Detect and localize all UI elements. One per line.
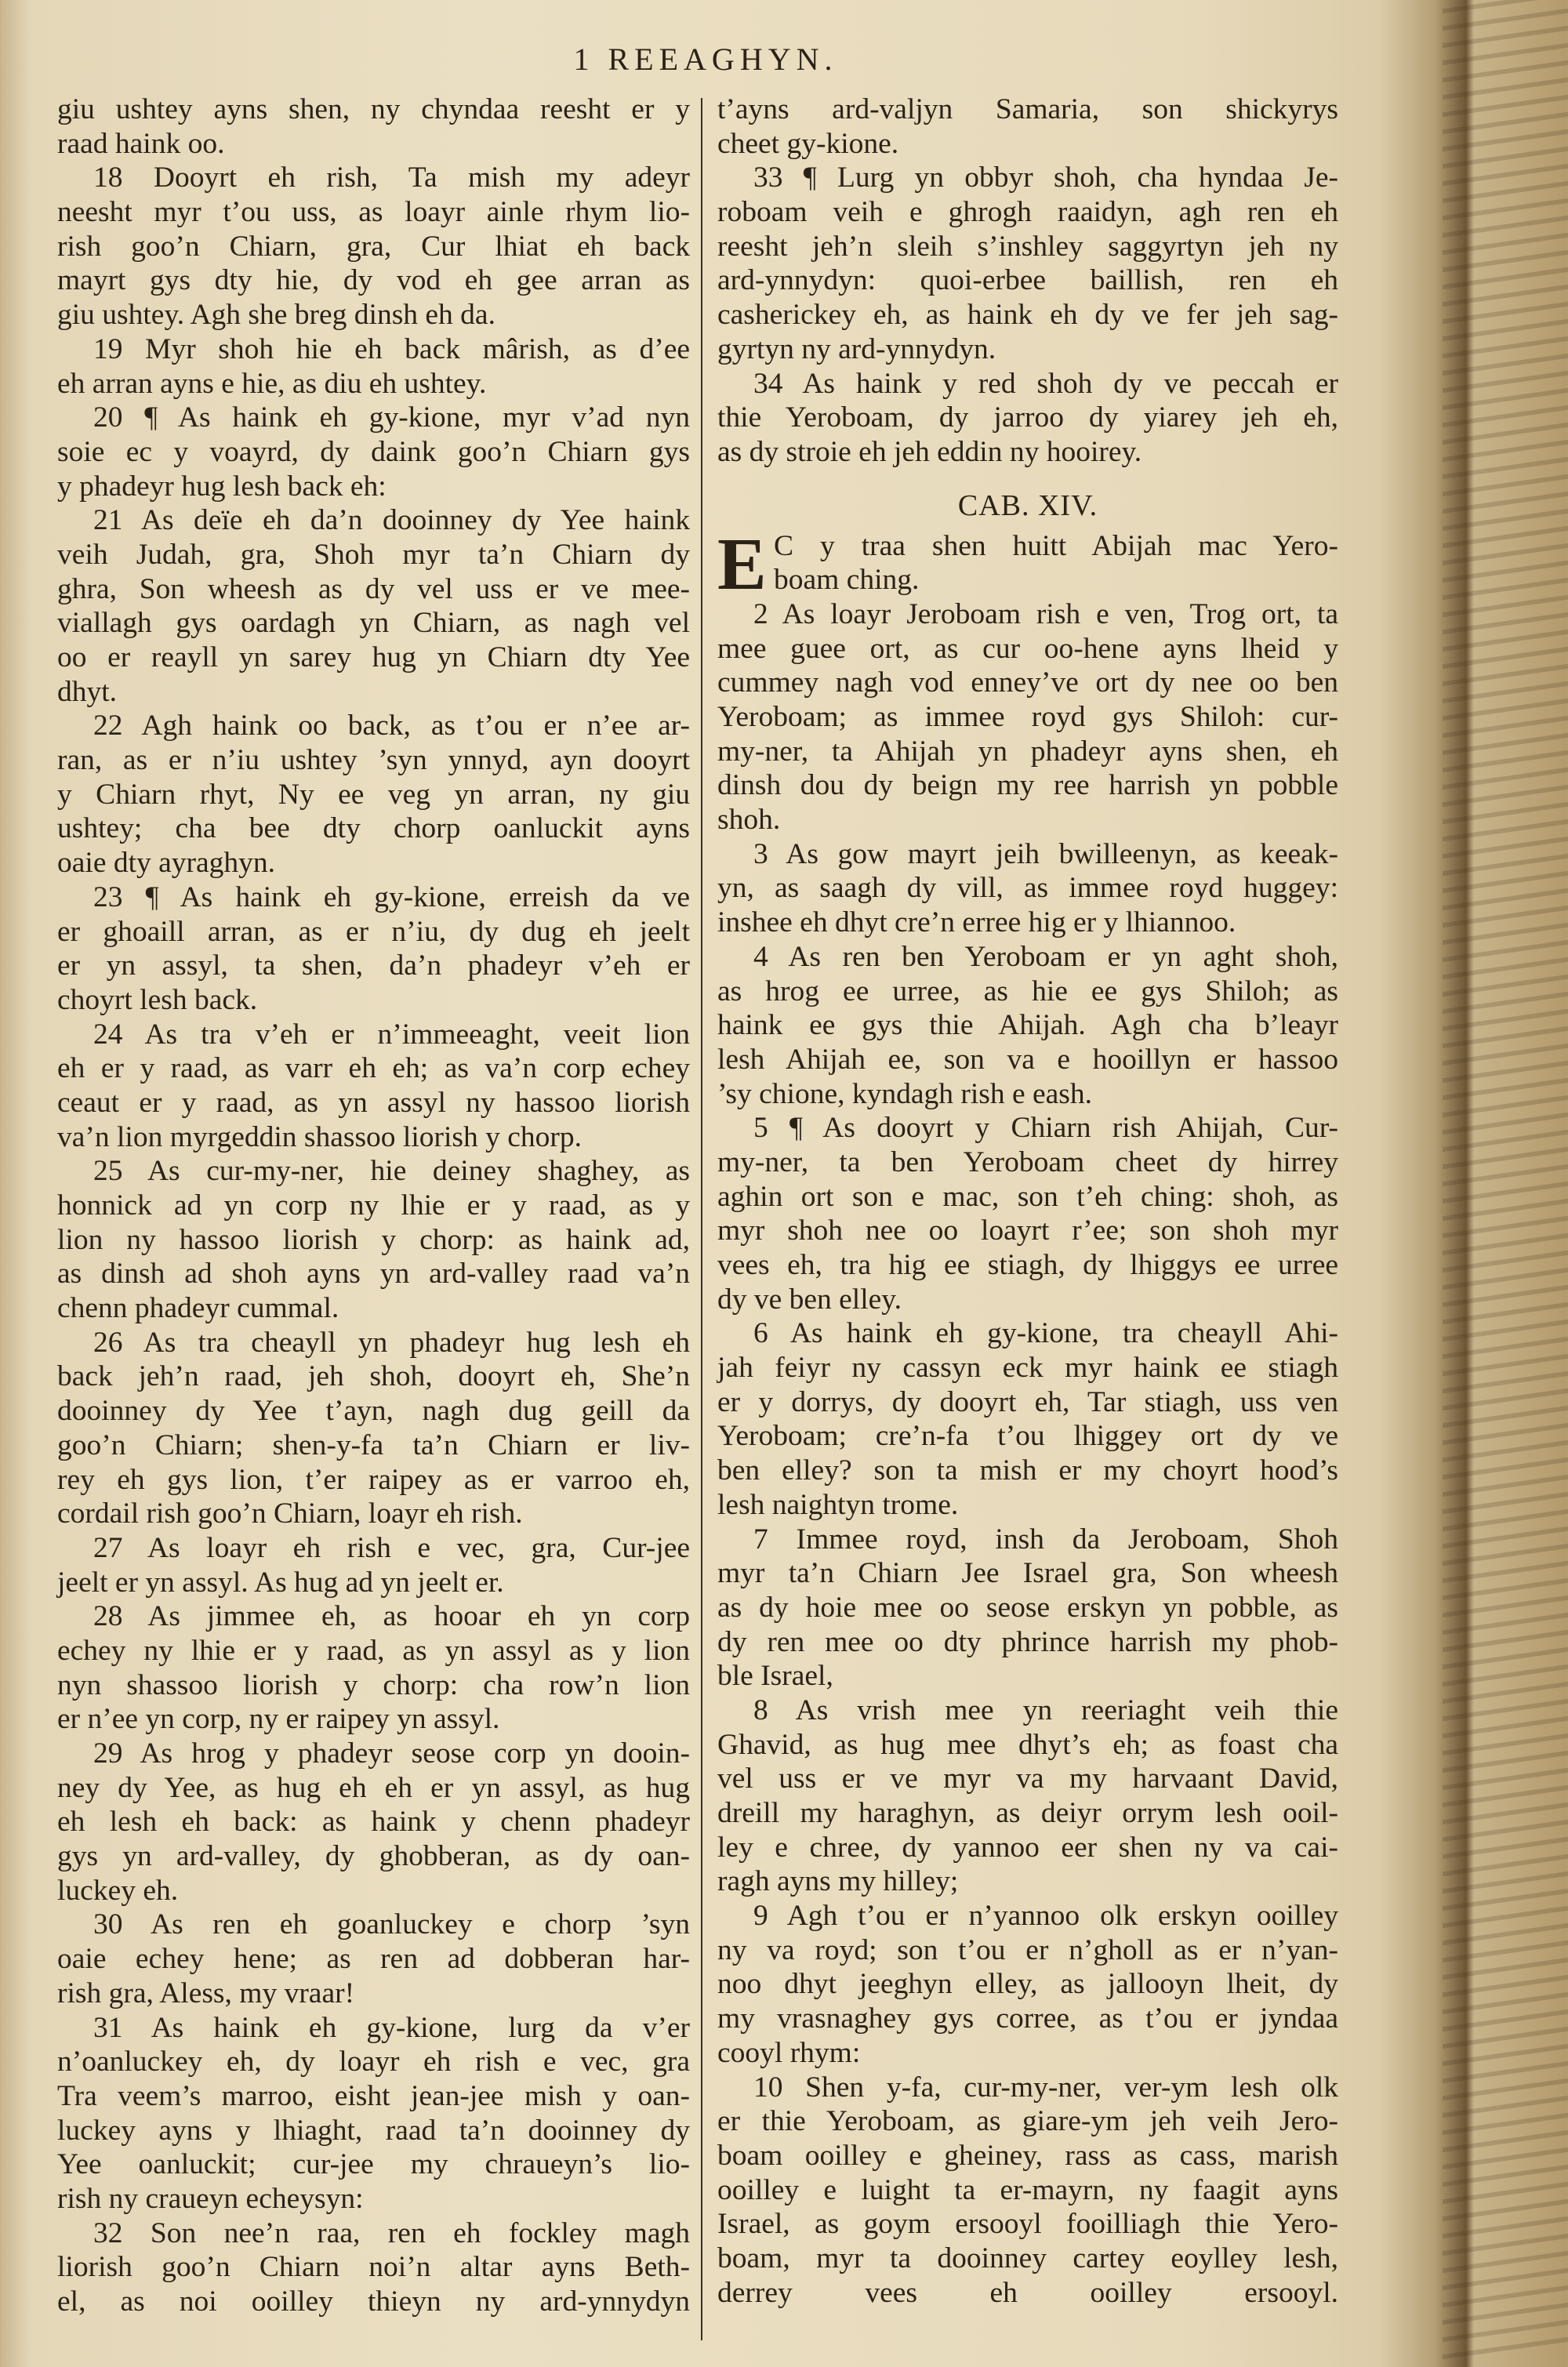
text-line: reesht jeh’n sleih s’inshley saggyrtyn jeh ny bbox=[717, 230, 1338, 263]
text-line: Yeroboam; as immee royd gys Shiloh: cur- bbox=[717, 701, 1338, 733]
text-line: dy ve ben elley. bbox=[717, 1283, 902, 1316]
text-line: goo’n Chiarn; shen-y-fa ta’n Chiarn er liv- bbox=[57, 1429, 690, 1461]
verse bbox=[57, 1326, 690, 1531]
text-line: 22 Agh haink oo back, as t’ou er n’ee ar- bbox=[93, 710, 690, 742]
text-line: as dy hoie mee oo seose erskyn yn pobble, as bbox=[717, 1591, 1338, 1624]
text-line: 2 As loayr Jeroboam rish e ven, Trog ort, ta bbox=[753, 597, 1338, 630]
text-line: veih Judah, gra, Shoh myr ta’n Chiarn dy bbox=[57, 538, 690, 571]
verse bbox=[717, 161, 1338, 366]
text-line: rey eh gys lion, t’er raipey as er varroo eh, bbox=[57, 1463, 690, 1496]
verse bbox=[57, 161, 690, 332]
text-line: 10 Shen y-fa, cur-my-ner, ver-ym lesh olk bbox=[753, 2071, 1338, 2104]
text-line: shoh. bbox=[717, 804, 781, 837]
text-line: 9 Agh t’ou er n’yannoo olk erskyn ooilley bbox=[753, 1900, 1338, 1933]
text-line: my-ner, ta ben Yeroboam cheet dy hirrey bbox=[717, 1145, 1338, 1178]
text-line: myr ta’n Chiarn Jee Israel gra, Son wheesh bbox=[717, 1557, 1338, 1590]
text-line: 3 As gow mayrt jeih bwilleenyn, as keeak- bbox=[753, 837, 1338, 870]
text-line: eh er y raad, as varr eh eh; as va’n corp echey bbox=[57, 1052, 690, 1085]
text-line: mayrt gys dty hie, dy vod eh gee arran as bbox=[57, 264, 690, 297]
text-line: nyn shassoo liorish y chorp: cha row’n lion bbox=[57, 1668, 690, 1701]
text-line: 20 ¶ As haink eh gy-kione, myr v’ad nyn bbox=[93, 401, 690, 434]
right-column bbox=[717, 93, 1338, 2310]
text-line: inshee eh dhyt cre’n erree hig er y lhiannoo. bbox=[717, 906, 1236, 939]
text-line: 21 As deïe eh da’n dooinney dy Yee haink bbox=[93, 504, 690, 537]
text-line: derrey vees eh ooilley ersooyl. bbox=[717, 2276, 1338, 2309]
verse bbox=[717, 523, 1338, 605]
chapter-heading: CAB. XIV. bbox=[957, 488, 1098, 522]
running-head: 1 REEAGHYN. bbox=[573, 42, 838, 77]
verse bbox=[57, 93, 690, 161]
text-line: va’n lion myrgeddin shassoo liorish y chorp. bbox=[57, 1120, 583, 1153]
verse bbox=[717, 2071, 1338, 2311]
text-line: choyrt lesh back. bbox=[57, 983, 258, 1016]
text-line: 23 ¶ As haink eh gy-kione, erreish da ve bbox=[93, 880, 690, 913]
text-line: Israel, as goym ersooyl fooilliagh thie Yero- bbox=[717, 2208, 1338, 2241]
text-line: cummey nagh vod enney’ve ort dy nee oo ben bbox=[717, 666, 1338, 699]
text-line: cordail rish goo’n Chiarn, loayr eh rish. bbox=[57, 1498, 523, 1530]
text-line: ooilley e luight ta er-mayrn, ny faagit ayns bbox=[717, 2173, 1338, 2206]
text-line: y phadeyr hug lesh back eh: bbox=[57, 470, 387, 503]
verse bbox=[57, 503, 690, 709]
text-line: 29 As hrog y phadeyr seose corp yn dooin- bbox=[93, 1737, 690, 1770]
text-line: ney dy Yee, as hug eh eh er yn assyl, as hug bbox=[57, 1771, 690, 1804]
text-line: dooinney dy Yee t’ayn, nagh dug geill da bbox=[57, 1395, 690, 1428]
text-line: as dinsh ad shoh ayns yn ard-valley raad va’n bbox=[57, 1258, 690, 1291]
text-line: Yeroboam; cre’n-fa t’ou lhiggey ort dy ve bbox=[717, 1420, 1338, 1453]
text-line: 27 As loayr eh rish e vec, gra, Cur-jee bbox=[93, 1531, 690, 1564]
text-line: er y dorrys, dy dooyrt eh, Tar stiagh, uss ven bbox=[717, 1385, 1338, 1418]
text-line: eh lesh eh back: as haink y chenn phadeyr bbox=[57, 1806, 690, 1839]
text-line: rish ny craueyn echeysyn: bbox=[57, 2182, 364, 2215]
verse bbox=[717, 93, 1338, 161]
text-line: giu ushtey. Agh she breg dinsh eh da. bbox=[57, 299, 495, 332]
text-line: ceaut er y raad, as yn assyl ny hassoo liorish bbox=[57, 1086, 690, 1119]
text-line: ble Israel, bbox=[717, 1660, 833, 1693]
text-line: ghra, Son wheesh as dy vel uss er ve mee- bbox=[57, 572, 690, 605]
verse bbox=[717, 940, 1338, 1111]
text-line: ran, as er n’iu ushtey ’syn ynnyd, ayn dooyrt bbox=[57, 744, 690, 777]
text-line: 31 As haink eh gy-kione, lurg da v’er bbox=[93, 2011, 690, 2044]
text-line: cooyl rhym: bbox=[717, 2036, 861, 2069]
text-line: lesh naightyn trome. bbox=[717, 1488, 959, 1521]
verse bbox=[57, 2011, 690, 2216]
left-column bbox=[57, 93, 690, 2319]
text-line: 8 As vrish mee yn reeriaght veih thie bbox=[753, 1694, 1338, 1726]
text-line: casherickey eh, as haink eh dy ve fer jeh sag- bbox=[717, 299, 1338, 332]
text-line: luckey eh. bbox=[57, 1874, 179, 1907]
text-line: rish goo’n Chiarn, gra, Cur lhiat eh back bbox=[57, 230, 690, 263]
verse bbox=[57, 1531, 690, 1599]
text-line: dhyt. bbox=[57, 675, 118, 708]
verse bbox=[717, 597, 1338, 837]
verse bbox=[717, 837, 1338, 940]
text-line: 18 Dooyrt eh rish, Ta mish my adeyr bbox=[93, 162, 690, 194]
verse bbox=[57, 1154, 690, 1325]
verse bbox=[57, 880, 690, 1018]
text-line: jeelt er yn assyl. As hug ad yn jeelt er. bbox=[57, 1566, 504, 1599]
text-line: cheet gy-kione. bbox=[717, 127, 899, 160]
verse bbox=[717, 1899, 1338, 2070]
text-line: 4 As ren ben Yeroboam er yn aght shoh, bbox=[753, 940, 1338, 973]
text-line: er yn assyl, ta shen, da’n phadeyr v’eh er bbox=[57, 949, 690, 982]
text-line: vees eh, tra hig ee stiagh, dy lhiggys ee urree bbox=[717, 1249, 1338, 1281]
text-line: oo er reayll yn sarey hug yn Chiarn dty Yee bbox=[57, 641, 690, 673]
verse bbox=[57, 332, 690, 401]
text-line: oaie echey hene; as ren ad dobberan har- bbox=[57, 1943, 690, 1976]
text-line: 19 Myr shoh hie eh back mârish, as d’ee bbox=[93, 332, 690, 365]
text-line: ragh ayns my hilley; bbox=[717, 1865, 959, 1898]
verse bbox=[717, 1111, 1338, 1316]
column-divider bbox=[701, 98, 702, 2340]
verse bbox=[717, 1316, 1338, 1522]
text-line: 24 As tra v’eh er n’immeeaght, veeit lion bbox=[93, 1018, 690, 1051]
text-line: 30 As ren eh goanluckey e chorp ’syn bbox=[93, 1908, 690, 1941]
text-line: 6 As haink eh gy-kione, tra cheayll Ahi- bbox=[753, 1317, 1338, 1350]
text-line: rish gra, Aless, my vraar! bbox=[57, 1977, 355, 2009]
text-line: thie Yeroboam, dy jarroo dy yiarey jeh eh, bbox=[717, 401, 1338, 434]
text-line: neesht myr t’ou uss, as loayr ainle rhym lio- bbox=[57, 196, 690, 229]
text-line: n’oanluckey eh, dy loayr eh rish e vec, gra bbox=[57, 2046, 690, 2078]
text-line: 25 As cur-my-ner, hie deiney shaghey, as bbox=[93, 1155, 690, 1188]
text-line: mee guee ort, as cur oo-hene ayns lheid y bbox=[717, 632, 1338, 665]
text-line: t’ayns ard-valjyn Samaria, son shickyrys bbox=[717, 93, 1338, 125]
text-line: gys yn ard-valley, dy ghobberan, as dy oan- bbox=[57, 1840, 690, 1873]
text-line: yn, as saagh dy vill, as immee royd huggey: bbox=[717, 872, 1338, 905]
text-line: ’sy chione, kyndagh rish e eash. bbox=[717, 1077, 1093, 1110]
text-line: er ghoaill arran, as er n’iu, dy dug eh jeelt bbox=[57, 915, 690, 948]
text-line: jah feiyr ny cassyn eck myr haink ee stiagh bbox=[717, 1352, 1338, 1385]
verse bbox=[717, 367, 1338, 470]
text-line: 32 Son nee’n raa, ren eh fockley magh bbox=[93, 2216, 690, 2249]
text-line: er n’ee yn corp, ny er raipey yn assyl. bbox=[57, 1703, 500, 1736]
text-line: Yee oanluckit; cur-jee my chraueyn’s lio- bbox=[57, 2148, 690, 2181]
text-line: lesh Ahijah ee, son va e hooillyn er hassoo bbox=[717, 1043, 1338, 1076]
text-line: C y traa shen huitt Abijah mac Yero- bbox=[774, 529, 1338, 562]
text-line: boam ching. bbox=[774, 564, 920, 597]
adjacent-page-edge bbox=[1443, 0, 1568, 2367]
text-line: roboam veih e ghrogh raaidyn, agh ren eh bbox=[717, 196, 1338, 229]
text-line: raad haink oo. bbox=[57, 127, 225, 160]
text-line: Ghavid, as hug mee dhyt’s eh; as foast cha bbox=[717, 1728, 1338, 1761]
text-line: y Chiarn rhyt, Ny ee veg yn arran, ny giu bbox=[57, 778, 690, 811]
verse bbox=[57, 1599, 690, 1737]
text-line: 5 ¶ As dooyrt y Chiarn rish Ahijah, Cur- bbox=[753, 1112, 1338, 1145]
text-line: vel uss er ve myr va my harvaant David, bbox=[717, 1763, 1338, 1795]
text-line: aghin ort son e mac, son t’eh ching: shoh, as bbox=[717, 1180, 1338, 1213]
text-line: as hrog ee urree, as hie ee gys Shiloh; as bbox=[717, 975, 1338, 1007]
text-line: 28 As jimmee eh, as hooar eh yn corp bbox=[93, 1600, 690, 1633]
text-line: echey ny lhie er y raad, as yn assyl as y lion bbox=[57, 1634, 690, 1667]
text-line: giu ushtey ayns shen, ny chyndaa reesht er y bbox=[57, 93, 690, 125]
text-line: ny va royd; son t’ou er n’gholl as er n’yan- bbox=[717, 1933, 1338, 1966]
text-line: el, as noi ooilley thieyn ny ard-ynnydyn bbox=[57, 2285, 690, 2318]
text-line: Tra veem’s marroo, eisht jean-jee mish y oan- bbox=[57, 2079, 690, 2112]
text-line: dy ren mee oo dty phrince harrish my phob- bbox=[717, 1625, 1338, 1658]
text-line: boam ooilley e gheiney, rass as cass, marish bbox=[717, 2139, 1338, 2172]
text-line: noo dhyt jeeghyn elley, as jallooyn lheit, dy bbox=[717, 1968, 1338, 2001]
text-line: gyrtyn ny ard-ynnydyn. bbox=[717, 332, 996, 365]
text-line: lion ny hassoo liorish y chorp: as haink ad, bbox=[57, 1223, 690, 1256]
text-line: back jeh’n raad, jeh shoh, dooyrt eh, She’n bbox=[57, 1360, 690, 1393]
text-line: dreill my haraghyn, as deiyr orrym lesh ooil- bbox=[717, 1797, 1338, 1829]
verse bbox=[717, 1523, 1338, 1694]
text-line: eh arran ayns e hie, as diu eh ushtey. bbox=[57, 367, 487, 400]
verse bbox=[57, 709, 690, 880]
text-line: my vrasnaghey gys corree, as t’ou er jyndaa bbox=[717, 2002, 1338, 2035]
text-line: viallagh gys oardagh yn Chiarn, as nagh vel bbox=[57, 607, 690, 640]
text-line: 7 Immee royd, insh da Jeroboam, Shoh bbox=[753, 1523, 1338, 1556]
text-line: dinsh dou dy beign my ree harrish yn pobble bbox=[717, 769, 1338, 802]
text-line: honnick ad yn corp ny lhie er y raad, as y bbox=[57, 1189, 690, 1222]
text-line: 34 As haink y red shoh dy ve peccah er bbox=[753, 367, 1338, 400]
text-line: ben elley? son ta mish er my choyrt hood’s bbox=[717, 1454, 1338, 1487]
text-line: my-ner, ta Ahijah yn phadeyr ayns shen, eh bbox=[717, 735, 1338, 768]
text-line: chenn phadeyr cummal. bbox=[57, 1292, 339, 1325]
text-line: myr shoh nee oo loayrt r’ee; son shoh myr bbox=[717, 1214, 1338, 1247]
text-line: 26 As tra cheayll yn phadeyr hug lesh eh bbox=[93, 1326, 690, 1359]
text-line: soie ec y voayrd, dy daink goo’n Chiarn gys bbox=[57, 435, 690, 468]
text-line: liorish goo’n Chiarn noi’n altar ayns Beth- bbox=[57, 2251, 690, 2284]
text-line: er thie Yeroboam, as giare-ym jeh veih Jero- bbox=[717, 2105, 1338, 2138]
verse bbox=[57, 401, 690, 503]
text-line: ley e chree, dy yannoo eer shen ny va cai- bbox=[717, 1831, 1338, 1864]
text-line: boam, myr ta dooinney cartey eoylley lesh, bbox=[717, 2242, 1338, 2274]
drop-cap: E bbox=[717, 523, 767, 605]
text-line: as dy stroie eh jeh eddin ny hooirey. bbox=[717, 435, 1142, 468]
verse bbox=[57, 1737, 690, 1908]
text-line: haink ee gys thie Ahijah. Agh cha b’leayr bbox=[717, 1009, 1338, 1042]
text-line: luckey ayns y lhiaght, raad ta’n dooinney dy bbox=[57, 2114, 690, 2147]
verse bbox=[57, 1018, 690, 1155]
verse bbox=[717, 1694, 1338, 1899]
verse bbox=[57, 2216, 690, 2319]
text-line: oaie dty ayraghyn. bbox=[57, 847, 276, 880]
text-line: ushtey; cha bee dty chorp oanluckit ayns bbox=[57, 812, 690, 845]
text-line: 33 ¶ Lurg yn obbyr shoh, cha hyndaa Je- bbox=[753, 162, 1338, 194]
verse bbox=[57, 1908, 690, 2010]
text-line: ard-ynnydyn: quoi-erbee baillish, ren eh bbox=[717, 264, 1338, 297]
